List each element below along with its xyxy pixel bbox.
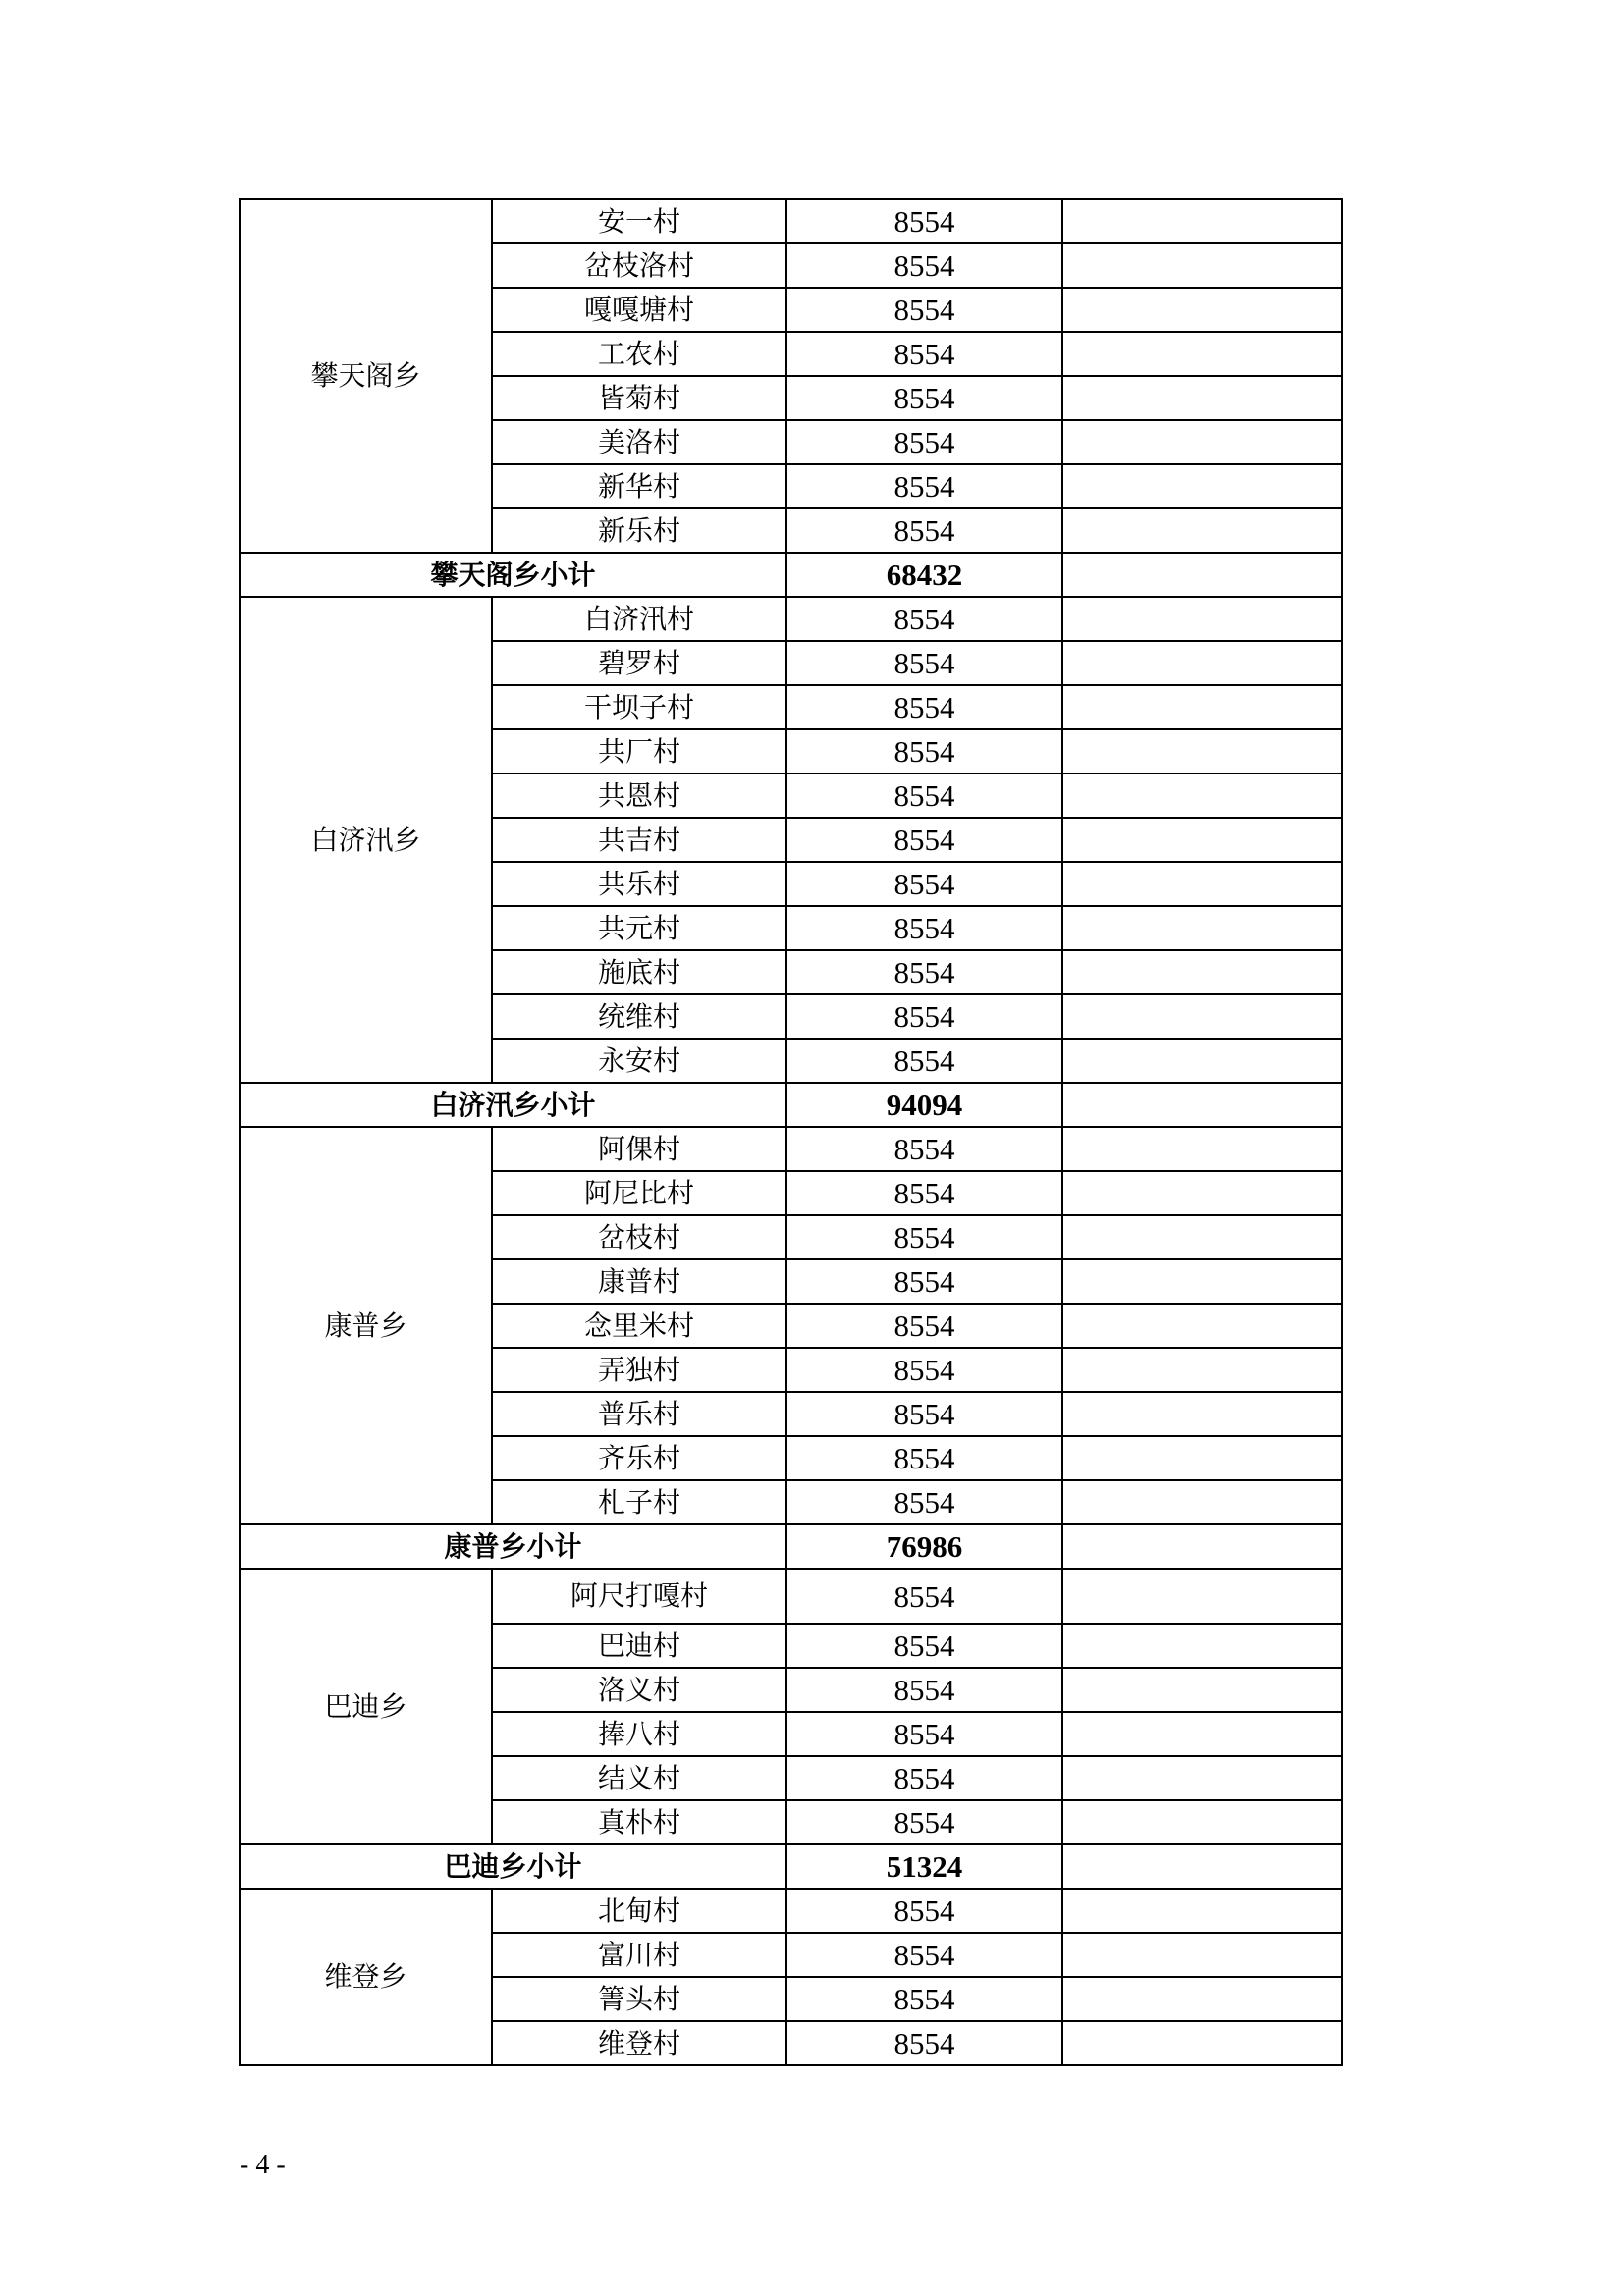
remark-cell: [1062, 818, 1342, 862]
amount-cell: 8554: [786, 729, 1062, 774]
village-name-cell: 美洛村: [492, 420, 786, 464]
remark-cell: [1062, 1756, 1342, 1800]
township-name-cell: 攀天阁乡: [240, 199, 492, 553]
remark-cell: [1062, 2021, 1342, 2065]
subtotal-row: [240, 553, 1342, 597]
village-name-cell: 统维村: [492, 994, 786, 1039]
village-name-cell: 皆菊村: [492, 376, 786, 420]
village-name-cell: 新乐村: [492, 508, 786, 553]
remark-cell: [1062, 1304, 1342, 1348]
amount-cell: 8554: [786, 288, 1062, 332]
table-row: [240, 1569, 1342, 1624]
village-name-cell: 札子村: [492, 1480, 786, 1524]
township-name-cell: 白济汛乡: [240, 597, 492, 1083]
village-name-cell: 真朴村: [492, 1800, 786, 1844]
amount-cell: 8554: [786, 906, 1062, 950]
subtotal-row: [240, 1524, 1342, 1569]
village-name-cell: 念里米村: [492, 1304, 786, 1348]
remark-cell: [1062, 199, 1342, 243]
amount-cell: 8554: [786, 862, 1062, 906]
village-name-cell: 新华村: [492, 464, 786, 508]
amount-cell: 8554: [786, 199, 1062, 243]
amount-cell: 8554: [786, 1569, 1062, 1624]
village-name-cell: 岔枝村: [492, 1215, 786, 1259]
amount-cell: 8554: [786, 376, 1062, 420]
village-name-cell: 白济汛村: [492, 597, 786, 641]
table-row: [240, 597, 1342, 641]
remark-cell: [1062, 420, 1342, 464]
remark-cell: [1062, 685, 1342, 729]
subtotal-amount-cell: 68432: [786, 553, 1062, 597]
remark-cell: [1062, 1348, 1342, 1392]
remark-cell: [1062, 774, 1342, 818]
remark-cell: [1062, 862, 1342, 906]
amount-cell: 8554: [786, 1304, 1062, 1348]
table-row: [240, 199, 1342, 243]
amount-cell: 8554: [786, 818, 1062, 862]
amount-cell: 8554: [786, 1977, 1062, 2021]
remark-cell: [1062, 994, 1342, 1039]
remark-cell: [1062, 1215, 1342, 1259]
village-name-cell: 共恩村: [492, 774, 786, 818]
amount-cell: 8554: [786, 1889, 1062, 1933]
amount-cell: 8554: [786, 1127, 1062, 1171]
remark-cell: [1062, 1083, 1342, 1127]
remark-cell: [1062, 1480, 1342, 1524]
village-name-cell: 岔枝洛村: [492, 243, 786, 288]
subtotal-label-cell: 巴迪乡小计: [240, 1844, 786, 1889]
remark-cell: [1062, 1171, 1342, 1215]
remark-cell: [1062, 1524, 1342, 1569]
amount-cell: 8554: [786, 332, 1062, 376]
remark-cell: [1062, 1259, 1342, 1304]
village-name-cell: 阿尺打嘎村: [492, 1569, 786, 1624]
amount-cell: 8554: [786, 994, 1062, 1039]
amount-cell: 8554: [786, 1259, 1062, 1304]
remark-cell: [1062, 641, 1342, 685]
village-name-cell: 捧八村: [492, 1712, 786, 1756]
remark-cell: [1062, 1569, 1342, 1624]
table-row: [240, 1889, 1342, 1933]
village-name-cell: 嘎嘎塘村: [492, 288, 786, 332]
subtotal-row: [240, 1844, 1342, 1889]
amount-cell: 8554: [786, 597, 1062, 641]
village-name-cell: 箐头村: [492, 1977, 786, 2021]
subtotal-label-cell: 康普乡小计: [240, 1524, 786, 1569]
remark-cell: [1062, 1039, 1342, 1083]
village-name-cell: 康普村: [492, 1259, 786, 1304]
village-name-cell: 巴迪村: [492, 1624, 786, 1668]
remark-cell: [1062, 729, 1342, 774]
remark-cell: [1062, 1712, 1342, 1756]
village-name-cell: 共吉村: [492, 818, 786, 862]
village-name-cell: 干坝子村: [492, 685, 786, 729]
amount-cell: 8554: [786, 1215, 1062, 1259]
village-name-cell: 共厂村: [492, 729, 786, 774]
village-name-cell: 施底村: [492, 950, 786, 994]
allocation-table: [239, 198, 1343, 2066]
village-name-cell: 永安村: [492, 1039, 786, 1083]
village-name-cell: 洛义村: [492, 1668, 786, 1712]
village-name-cell: 富川村: [492, 1933, 786, 1977]
amount-cell: 8554: [786, 1480, 1062, 1524]
village-name-cell: 安一村: [492, 199, 786, 243]
village-name-cell: 碧罗村: [492, 641, 786, 685]
remark-cell: [1062, 1392, 1342, 1436]
village-name-cell: 共元村: [492, 906, 786, 950]
amount-cell: 8554: [786, 508, 1062, 553]
village-name-cell: 维登村: [492, 2021, 786, 2065]
amount-cell: 8554: [786, 685, 1062, 729]
village-name-cell: 阿倮村: [492, 1127, 786, 1171]
subtotal-label-cell: 攀天阁乡小计: [240, 553, 786, 597]
table-row: [240, 1127, 1342, 1171]
amount-cell: 8554: [786, 1348, 1062, 1392]
amount-cell: 8554: [786, 464, 1062, 508]
amount-cell: 8554: [786, 243, 1062, 288]
village-name-cell: 结义村: [492, 1756, 786, 1800]
amount-cell: 8554: [786, 1436, 1062, 1480]
subtotal-amount-cell: 76986: [786, 1524, 1062, 1569]
remark-cell: [1062, 1889, 1342, 1933]
remark-cell: [1062, 1800, 1342, 1844]
subtotal-amount-cell: 94094: [786, 1083, 1062, 1127]
township-name-cell: 巴迪乡: [240, 1569, 492, 1844]
remark-cell: [1062, 1668, 1342, 1712]
amount-cell: 8554: [786, 1800, 1062, 1844]
remark-cell: [1062, 1624, 1342, 1668]
subtotal-label-cell: 白济汛乡小计: [240, 1083, 786, 1127]
amount-cell: 8554: [786, 420, 1062, 464]
remark-cell: [1062, 553, 1342, 597]
amount-cell: 8554: [786, 2021, 1062, 2065]
remark-cell: [1062, 332, 1342, 376]
remark-cell: [1062, 1933, 1342, 1977]
village-name-cell: 北甸村: [492, 1889, 786, 1933]
remark-cell: [1062, 1436, 1342, 1480]
amount-cell: 8554: [786, 641, 1062, 685]
village-name-cell: 工农村: [492, 332, 786, 376]
amount-cell: 8554: [786, 1933, 1062, 1977]
remark-cell: [1062, 508, 1342, 553]
page-number: - 4 -: [240, 2150, 286, 2180]
remark-cell: [1062, 950, 1342, 994]
subtotal-row: [240, 1083, 1342, 1127]
amount-cell: 8554: [786, 950, 1062, 994]
remark-cell: [1062, 464, 1342, 508]
amount-cell: 8554: [786, 774, 1062, 818]
remark-cell: [1062, 1127, 1342, 1171]
remark-cell: [1062, 906, 1342, 950]
amount-cell: 8554: [786, 1756, 1062, 1800]
amount-cell: 8554: [786, 1039, 1062, 1083]
village-name-cell: 齐乐村: [492, 1436, 786, 1480]
amount-cell: 8554: [786, 1668, 1062, 1712]
remark-cell: [1062, 1844, 1342, 1889]
subtotal-amount-cell: 51324: [786, 1844, 1062, 1889]
remark-cell: [1062, 243, 1342, 288]
remark-cell: [1062, 597, 1342, 641]
amount-cell: 8554: [786, 1712, 1062, 1756]
amount-cell: 8554: [786, 1171, 1062, 1215]
village-name-cell: 共乐村: [492, 862, 786, 906]
village-name-cell: 阿尼比村: [492, 1171, 786, 1215]
township-name-cell: 康普乡: [240, 1127, 492, 1524]
village-name-cell: 普乐村: [492, 1392, 786, 1436]
village-name-cell: 弄独村: [492, 1348, 786, 1392]
remark-cell: [1062, 1977, 1342, 2021]
township-name-cell: 维登乡: [240, 1889, 492, 2065]
amount-cell: 8554: [786, 1392, 1062, 1436]
amount-cell: 8554: [786, 1624, 1062, 1668]
remark-cell: [1062, 376, 1342, 420]
remark-cell: [1062, 288, 1342, 332]
